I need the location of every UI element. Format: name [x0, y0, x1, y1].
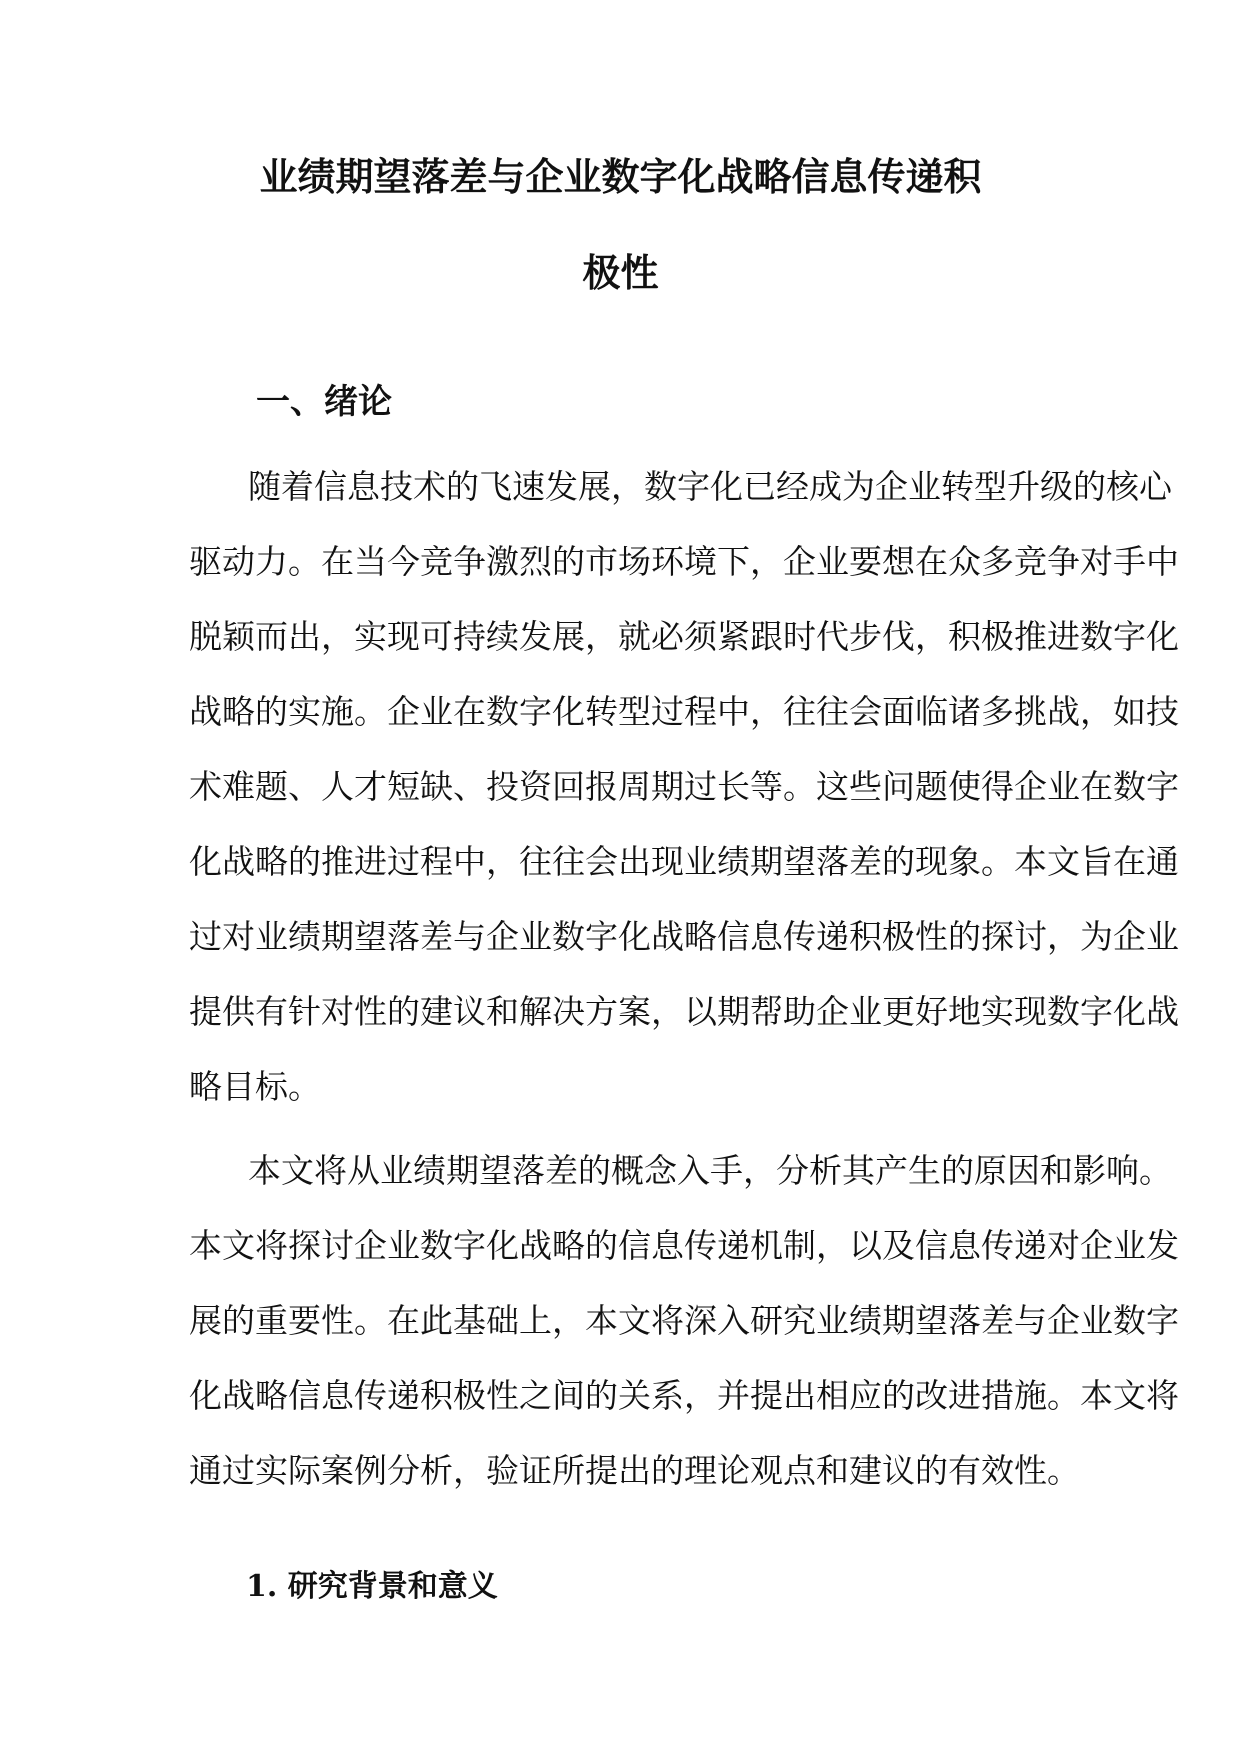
paragraph-line: 战略的实施。企业在数字化转型过程中，往往会面临诸多挑战，如技	[189, 692, 1179, 731]
paragraph-line: 化战略的推进过程中，往往会出现业绩期望落差的现象。本文旨在通	[189, 842, 1179, 881]
paragraph-line: 脱颖而出，实现可持续发展，就必须紧跟时代步伐，积极推进数字化	[189, 617, 1179, 656]
paragraph-line: 随着信息技术的飞速发展，数字化已经成为企业转型升级的核心	[248, 467, 1172, 506]
paragraph-line: 术难题、人才短缺、投资回报周期过长等。这些问题使得企业在数字	[189, 767, 1179, 806]
paragraph-line: 通过实际案例分析，验证所提出的理论观点和建议的有效性。	[189, 1451, 1080, 1490]
subsection-heading: 1. 研究背景和意义	[246, 1569, 498, 1604]
paragraph-line: 过对业绩期望落差与企业数字化战略信息传递积极性的探讨，为企业	[189, 917, 1179, 956]
paragraph-line: 略目标。	[189, 1067, 321, 1106]
paragraph-line: 本文将探讨企业数字化战略的信息传递机制，以及信息传递对企业发	[189, 1226, 1179, 1265]
document-title-line-1: 业绩期望落差与企业数字化战略信息传递积	[259, 154, 982, 199]
paragraph-line: 化战略信息传递积极性之间的关系，并提出相应的改进措施。本文将	[189, 1376, 1179, 1415]
document-title-line-2: 极性	[582, 250, 659, 295]
paragraph-line: 驱动力。在当今竞争激烈的市场环境下，企业要想在众多竞争对手中	[189, 542, 1179, 581]
section-heading: 一、绪论	[256, 382, 392, 422]
paragraph-line: 展的重要性。在此基础上，本文将深入研究业绩期望落差与企业数字	[189, 1301, 1179, 1340]
paragraph-line: 本文将从业绩期望落差的概念入手，分析其产生的原因和影响。	[248, 1151, 1172, 1190]
paragraph-line: 提供有针对性的建议和解决方案，以期帮助企业更好地实现数字化战	[189, 992, 1179, 1031]
